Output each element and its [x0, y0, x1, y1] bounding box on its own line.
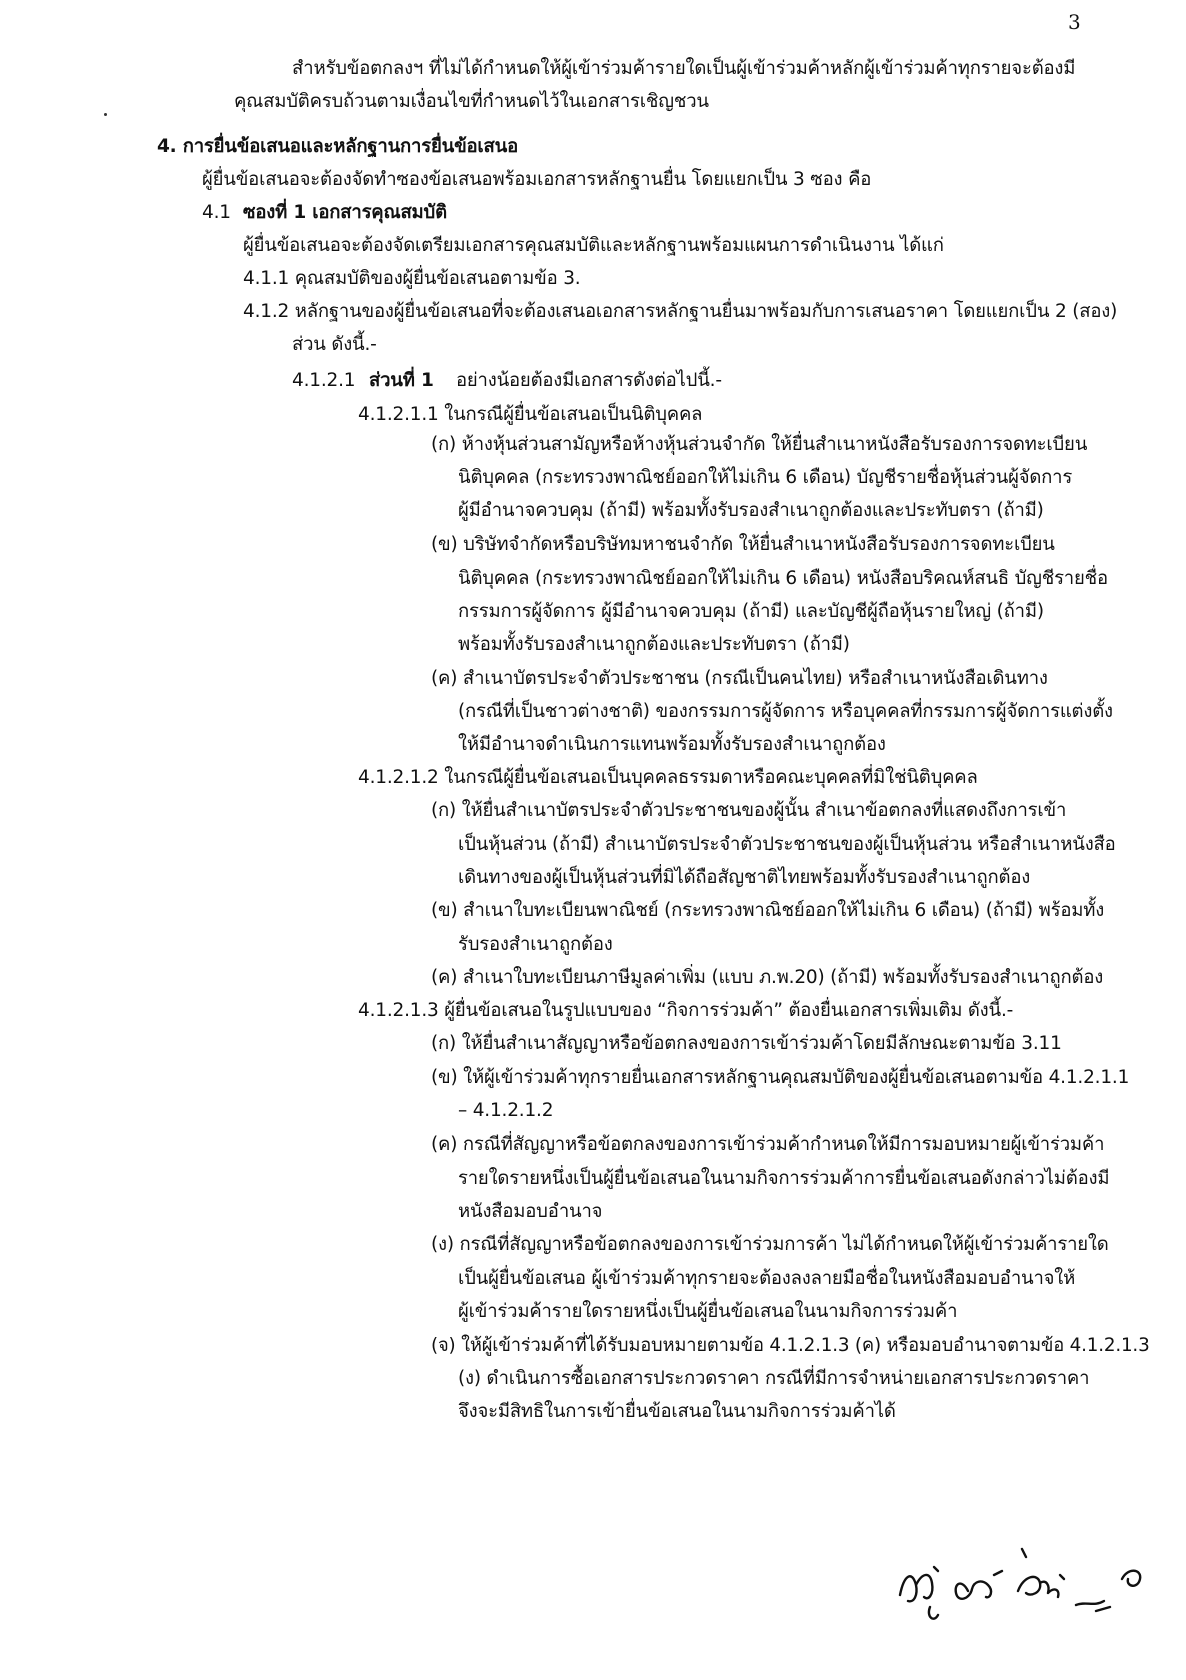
section-heading-4-1: ซองที่ 1 เอกสารคุณสมบัติ	[243, 202, 447, 223]
text-line: (กรณีที่เป็นชาวต่างชาติ) ของกรรมการผู้จัดการ หรือบุคคลที่กรรมการผู้จัดการแต่งตั้ง	[458, 701, 1113, 722]
section-heading-4: 4. การยื่นข้อเสนอและหลักฐานการยื่นข้อเสนอ	[157, 136, 518, 157]
text-line: นิติบุคคล (กระทรวงพาณิชย์ออกให้ไม่เกิน 6 เดือน) บัญชีรายชื่อหุ้นส่วนผู้จัดการ	[458, 467, 1073, 488]
text-line: ให้มีอำนาจดำเนินการแทนพร้อมทั้งรับรองสำเนาถูกต้อง	[458, 734, 886, 755]
text-line: ส่วน ดังนี้.-	[292, 334, 377, 355]
text-line: (ข) ให้ผู้เข้าร่วมค้าทุกรายยื่นเอกสารหลักฐานคุณสมบัติของผู้ยื่นข้อเสนอตามข้อ 4.1.2.1.1	[431, 1067, 1130, 1088]
text-line: ผู้ยื่นข้อเสนอจะต้องจัดเตรียมเอกสารคุณสมบัติและหลักฐานพร้อมแผนการดำเนินงาน ได้แก่	[243, 235, 944, 256]
text-line: ผู้มีอำนาจควบคุม (ถ้ามี) พร้อมทั้งรับรองสำเนาถูกต้องและประทับตรา (ถ้ามี)	[458, 500, 1044, 521]
handwritten-signature	[890, 1545, 1160, 1655]
text-line: ผู้เข้าร่วมค้ารายใดรายหนึ่งเป็นผู้ยื่นข้อเสนอในนามกิจการร่วมค้า	[458, 1301, 958, 1322]
text-line: นิติบุคคล (กระทรวงพาณิชย์ออกให้ไม่เกิน 6 เดือน) หนังสือบริคณห์สนธิ บัญชีรายชื่อ	[458, 568, 1108, 589]
text-line: รับรองสำเนาถูกต้อง	[458, 934, 613, 955]
text-line: (ง) กรณีที่สัญญาหรือข้อตกลงของการเข้าร่วมการค้า ไม่ได้กำหนดให้ผู้เข้าร่วมค้ารายใด	[431, 1234, 1109, 1255]
text-line: (ค) สำเนาบัตรประจำตัวประชาชน (กรณีเป็นคนไทย) หรือสำเนาหนังสือเดินทาง	[431, 668, 1048, 689]
section-number-4-1-2-1: 4.1.2.1	[292, 370, 356, 391]
text-line: อย่างน้อยต้องมีเอกสารดังต่อไปนี้.-	[456, 370, 722, 391]
text-line: กรรมการผู้จัดการ ผู้มีอำนาจควบคุม (ถ้ามี) และบัญชีผู้ถือหุ้นรายใหญ่ (ถ้ามี)	[458, 601, 1044, 622]
section-number-4-1: 4.1	[202, 202, 231, 223]
text-line: เดินทางของผู้เป็นหุ้นส่วนที่มิได้ถือสัญชาติไทยพร้อมทั้งรับรองสำเนาถูกต้อง	[458, 867, 1031, 888]
text-line: คุณสมบัติครบถ้วนตามเงื่อนไขที่กำหนดไว้ในเอกสารเชิญชวน	[234, 91, 709, 112]
text-line: (ก) ให้ยื่นสำเนาบัตรประจำตัวประชาชนของผู้นั้น สำเนาข้อตกลงที่แสดงถึงการเข้า	[431, 800, 1067, 821]
text-line: (ก) ให้ยื่นสำเนาสัญญาหรือข้อตกลงของการเข้าร่วมค้าโดยมีลักษณะตามข้อ 3.11	[431, 1033, 1062, 1054]
text-line: รายใดรายหนึ่งเป็นผู้ยื่นข้อเสนอในนามกิจการร่วมค้าการยื่นข้อเสนอดังกล่าวไม่ต้องมี	[458, 1168, 1110, 1189]
text-line: ผู้ยื่นข้อเสนอจะต้องจัดทำซองข้อเสนอพร้อมเอกสารหลักฐานยื่น โดยแยกเป็น 3 ซอง คือ	[202, 169, 872, 190]
text-line: (ง) ดำเนินการซื้อเอกสารประกวดราคา กรณีที่มีการจำหน่ายเอกสารประกวดราคา	[458, 1368, 1090, 1389]
text-line: (จ) ให้ผู้เข้าร่วมค้าที่ได้รับมอบหมายตามข้อ 4.1.2.1.3 (ค) หรือมอบอำนาจตามข้อ 4.1.2.1.3	[431, 1335, 1150, 1356]
text-line: พร้อมทั้งรับรองสำเนาถูกต้องและประทับตรา (ถ้ามี)	[458, 634, 850, 655]
scan-speck	[104, 113, 107, 116]
text-line: เป็นผู้ยื่นข้อเสนอ ผู้เข้าร่วมค้าทุกรายจะต้องลงลายมือชื่อในหนังสือมอบอำนาจให้	[458, 1268, 1076, 1289]
text-line: 4.1.2.1.1 ในกรณีผู้ยื่นข้อเสนอเป็นนิติบุคคล	[358, 404, 703, 425]
text-line: หนังสือมอบอำนาจ	[458, 1201, 603, 1222]
text-line: 4.1.1 คุณสมบัติของผู้ยื่นข้อเสนอตามข้อ 3.	[243, 268, 581, 289]
text-line: (ข) บริษัทจำกัดหรือบริษัทมหาชนจำกัด ให้ยื่นสำเนาหนังสือรับรองการจดทะเบียน	[431, 534, 1055, 555]
text-line: (ก) ห้างหุ้นส่วนสามัญหรือห้างหุ้นส่วนจำกัด ให้ยื่นสำเนาหนังสือรับรองการจดทะเบียน	[431, 434, 1088, 455]
text-line: 4.1.2 หลักฐานของผู้ยื่นข้อเสนอที่จะต้องเสนอเอกสารหลักฐานยื่นมาพร้อมกับการเสนอราคา โดยแยกเป็น 2 (สอง)	[243, 301, 1118, 322]
section-heading-4-1-2-1: ส่วนที่ 1	[369, 370, 434, 391]
text-line: – 4.1.2.1.2	[458, 1100, 554, 1121]
text-line: จึงจะมีสิทธิในการเข้ายื่นข้อเสนอในนามกิจการร่วมค้าได้	[458, 1401, 896, 1422]
page-number: 3	[1068, 10, 1081, 34]
text-line: (ค) สำเนาใบทะเบียนภาษีมูลค่าเพิ่ม (แบบ ภ.พ.20) (ถ้ามี) พร้อมทั้งรับรองสำเนาถูกต้อง	[431, 967, 1104, 988]
text-line: 4.1.2.1.3 ผู้ยื่นข้อเสนอในรูปแบบของ “กิจการร่วมค้า” ต้องยื่นเอกสารเพิ่มเติม ดังนี้.-	[358, 1000, 1014, 1021]
text-line: สำหรับข้อตกลงฯ ที่ไม่ได้กำหนดให้ผู้เข้าร่วมค้ารายใดเป็นผู้เข้าร่วมค้าหลักผู้เข้าร่วมค้าทุกรายจะต้องมี	[292, 58, 1076, 79]
text-line: (ข) สำเนาใบทะเบียนพาณิชย์ (กระทรวงพาณิชย์ออกให้ไม่เกิน 6 เดือน) (ถ้ามี) พร้อมทั้ง	[431, 900, 1105, 921]
text-line: เป็นหุ้นส่วน (ถ้ามี) สำเนาบัตรประจำตัวประชาชนของผู้เป็นหุ้นส่วน หรือสำเนาหนังสือ	[458, 834, 1116, 855]
text-line: (ค) กรณีที่สัญญาหรือข้อตกลงของการเข้าร่วมค้ากำหนดให้มีการมอบหมายผู้เข้าร่วมค้า	[431, 1134, 1105, 1155]
text-line: 4.1.2.1.2 ในกรณีผู้ยื่นข้อเสนอเป็นบุคคลธรรมดาหรือคณะบุคคลที่มิใช่นิติบุคคล	[358, 767, 978, 788]
